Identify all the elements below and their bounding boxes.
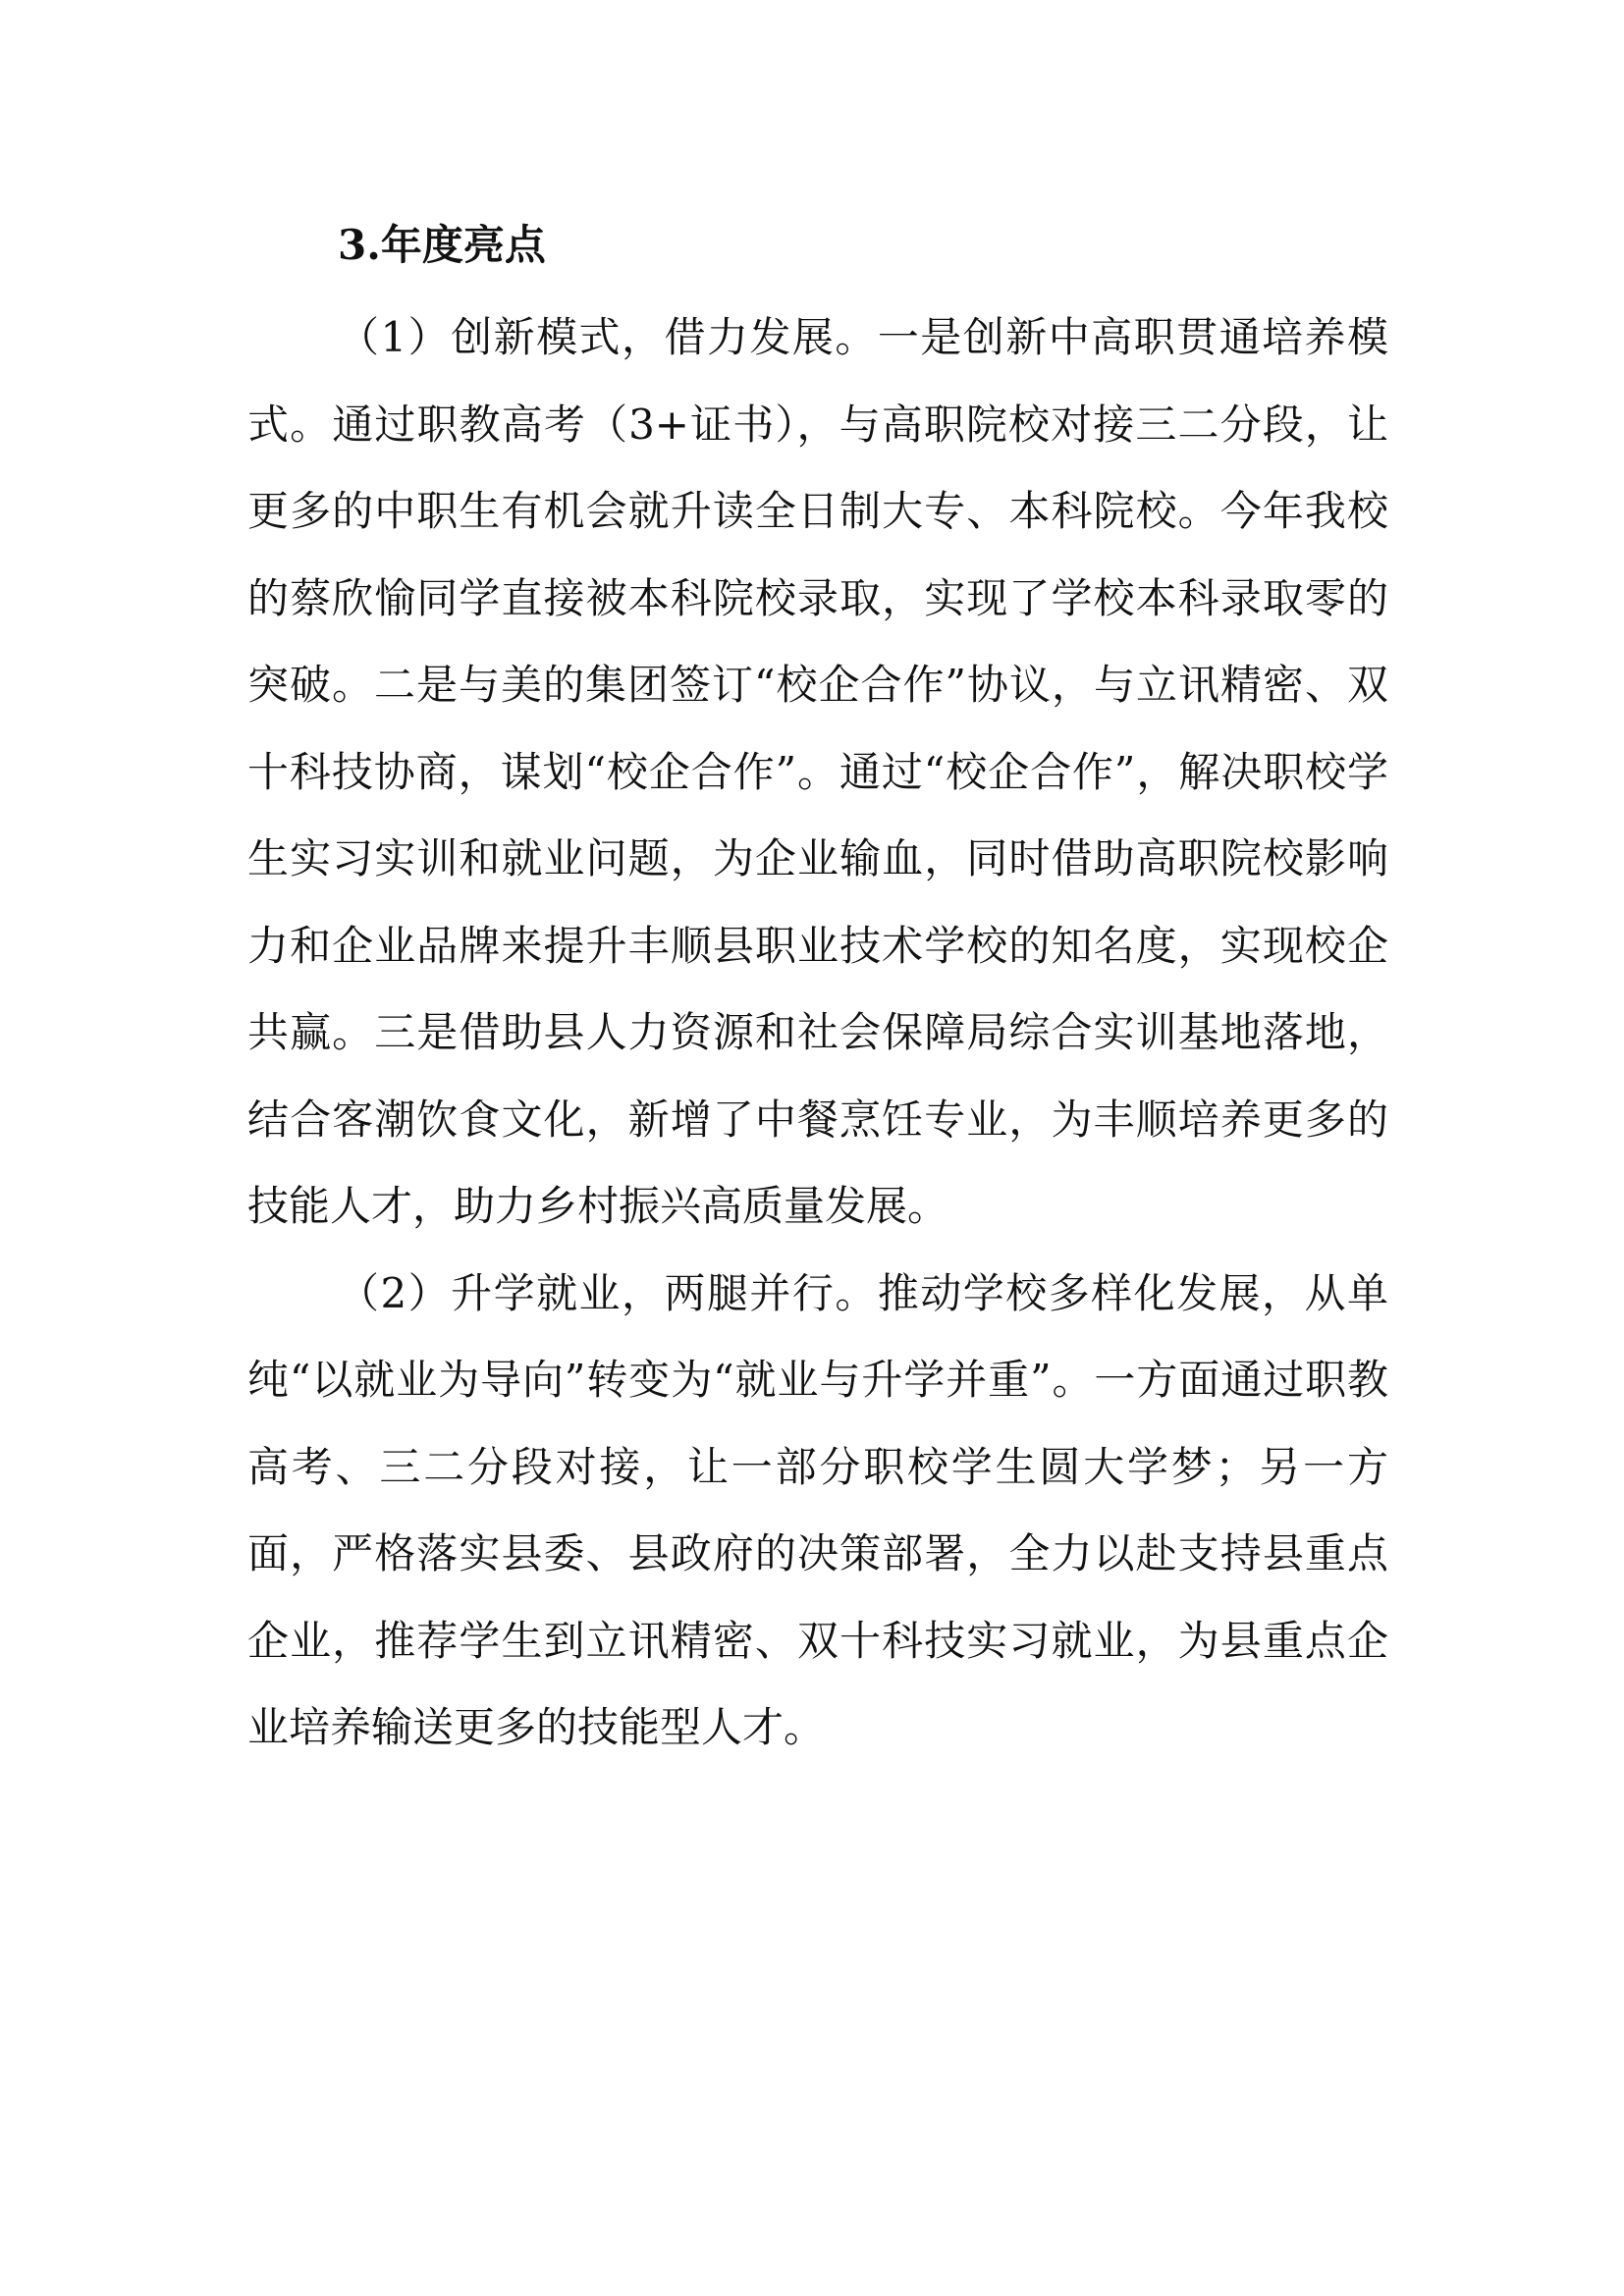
paragraph-innovation-mode: （1）创新模式，借力发展。一是创新中高职贯通培养模式。通过职教高考（3+证书），与高职院校对接三二分段，让更多的中职生有机会就升读全日制大专、本科院校。今年我校的蔡欣愉同学直接被本科院校录取，实现了学校本科录取零的突破。二是与美的集团签订“校企合作”协议，与立讯精密、双十科技协商，谋划“校企合作”。通过“校企合作”，解决职校学生实习实训和就业问题，为企业输血，同时借助高职院校影响力和企业品牌来提升丰顺县职业技术学校的知名度，实现校企共赢。三是借助县人力资源和社会保障局综合实训基地落地，结合客潮饮食文化，新增了中餐烹饪专业，为丰顺培养更多的技能人才，助力乡村振兴高质量发展。 xyxy=(247,313,1388,1230)
section-heading: 3.年度亮点 xyxy=(338,221,546,269)
document-body xyxy=(247,218,1388,1772)
paragraph-education-employment: （2）升学就业，两腿并行。推动学校多样化发展，从单纯“以就业为导向”转变为“就业与升学并重”。一方面通过职教高考、三二分段对接，让一部分职校学生圆大学梦；另一方面，严格落实县委、县政府的决策部署，全力以赴支持县重点企业，推荐学生到立讯精密、双十科技实习就业，为县重点企业培养输送更多的技能型人才。 xyxy=(247,1268,1388,1751)
